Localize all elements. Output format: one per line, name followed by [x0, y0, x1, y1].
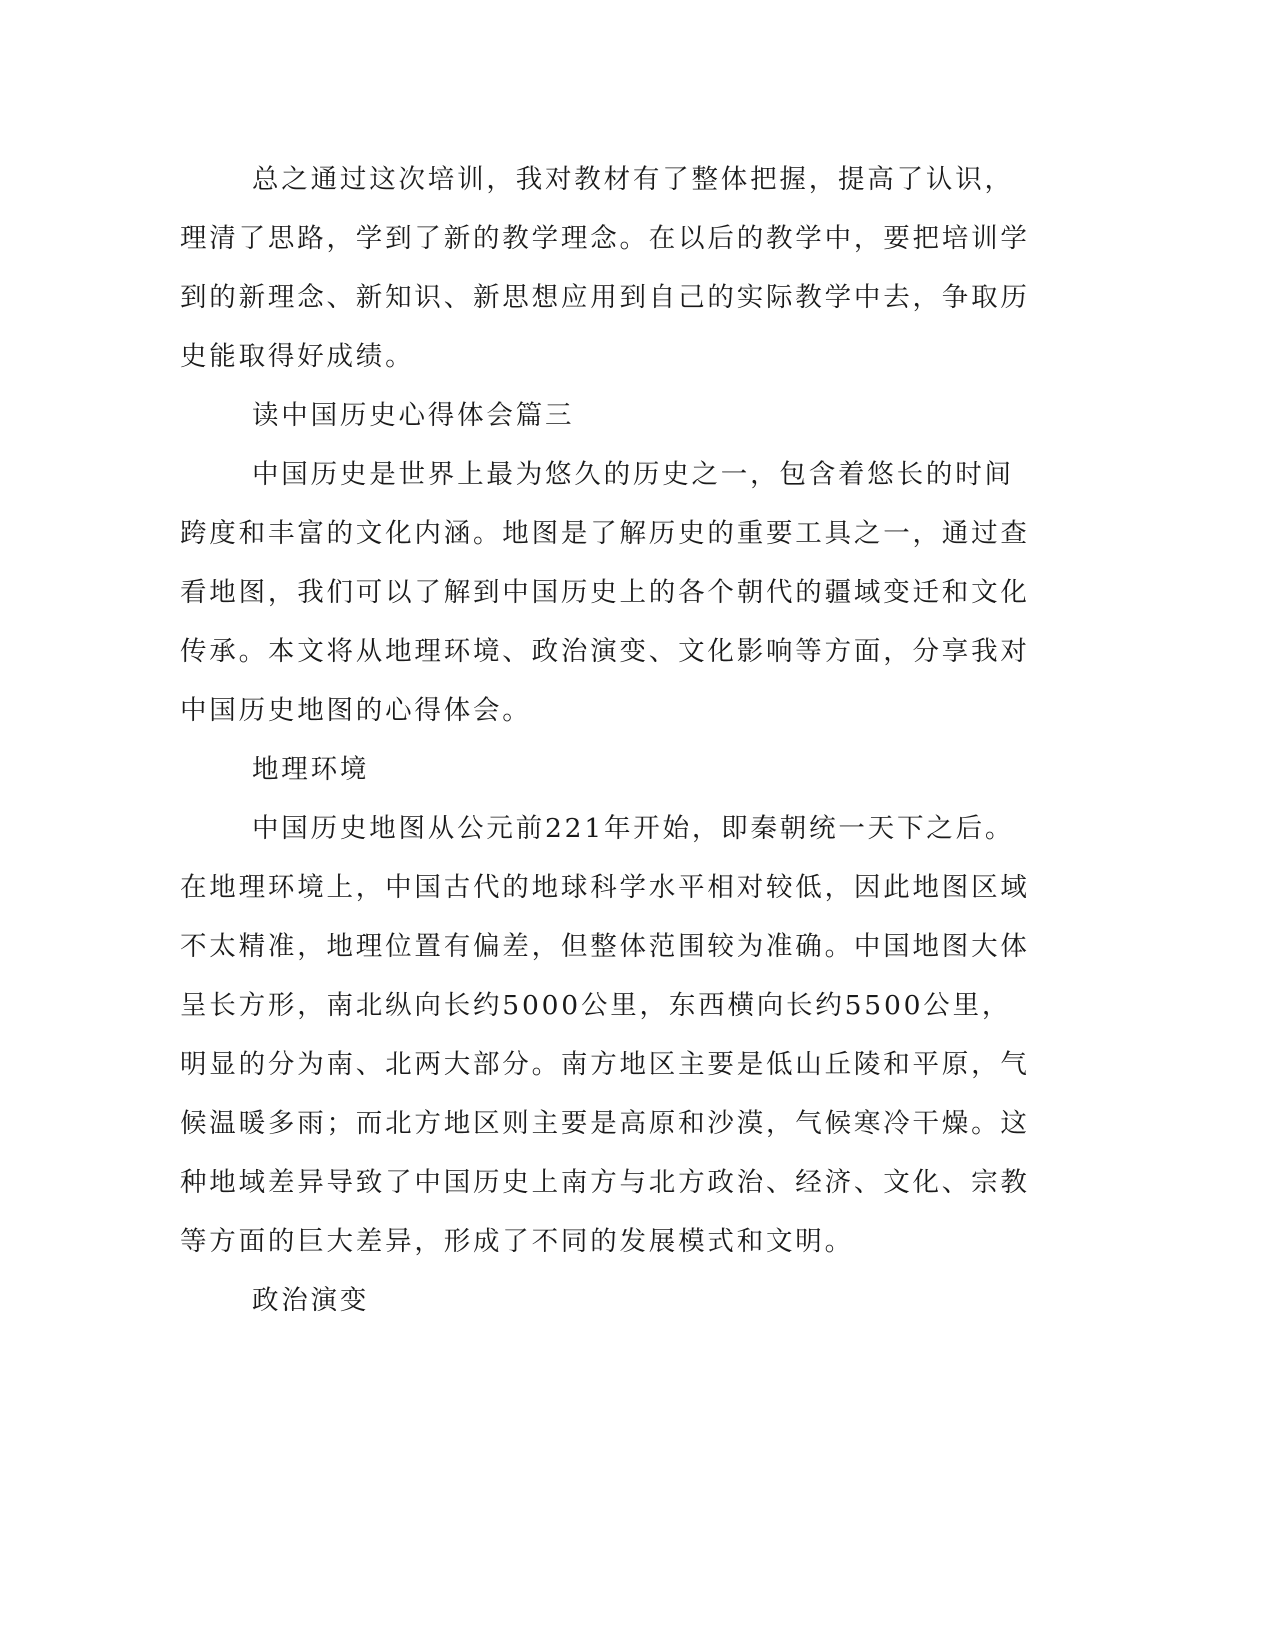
paragraph-intro: 中国历史是世界上最为悠久的历史之一，包含着悠长的时间跨度和丰富的文化内涵。地图是了解历史的重要工具之一，通过查看地图，我们可以了解到中国历史上的各个朝代的疆域变迁和文化传承。本文将从地理环境、政治演变、文化影响等方面，分享我对中国历史地图的心得体会。 — [180, 459, 1030, 726]
document-page — [180, 150, 1030, 1330]
heading-geography: 地理环境 — [252, 754, 370, 785]
section-title: 读中国历史心得体会篇三 — [252, 400, 575, 431]
paragraph-conclusion: 总之通过这次培训，我对教材有了整体把握，提高了认识，理清了思路，学到了新的教学理念。在以后的教学中，要把培训学到的新理念、新知识、新思想应用到自己的实际教学中去，争取历史能取得好成绩。 — [180, 164, 1030, 372]
heading-politics: 政治演变 — [252, 1285, 370, 1316]
paragraph-geography: 中国历史地图从公元前221年开始，即秦朝统一天下之后。在地理环境上，中国古代的地球科学水平相对较低，因此地图区域不太精准，地理位置有偏差，但整体范围较为准确。中国地图大体呈长方形，南北纵向长约5000公里，东西横向长约5500公里，明显的分为南、北两大部分。南方地区主要是低山丘陵和平原，气候温暖多雨；而北方地区则主要是高原和沙漠，气候寒冷干燥。这种地域差异导致了中国历史上南方与北方政治、经济、文化、宗教等方面的巨大差异，形成了不同的发展模式和文明。 — [180, 813, 1030, 1257]
